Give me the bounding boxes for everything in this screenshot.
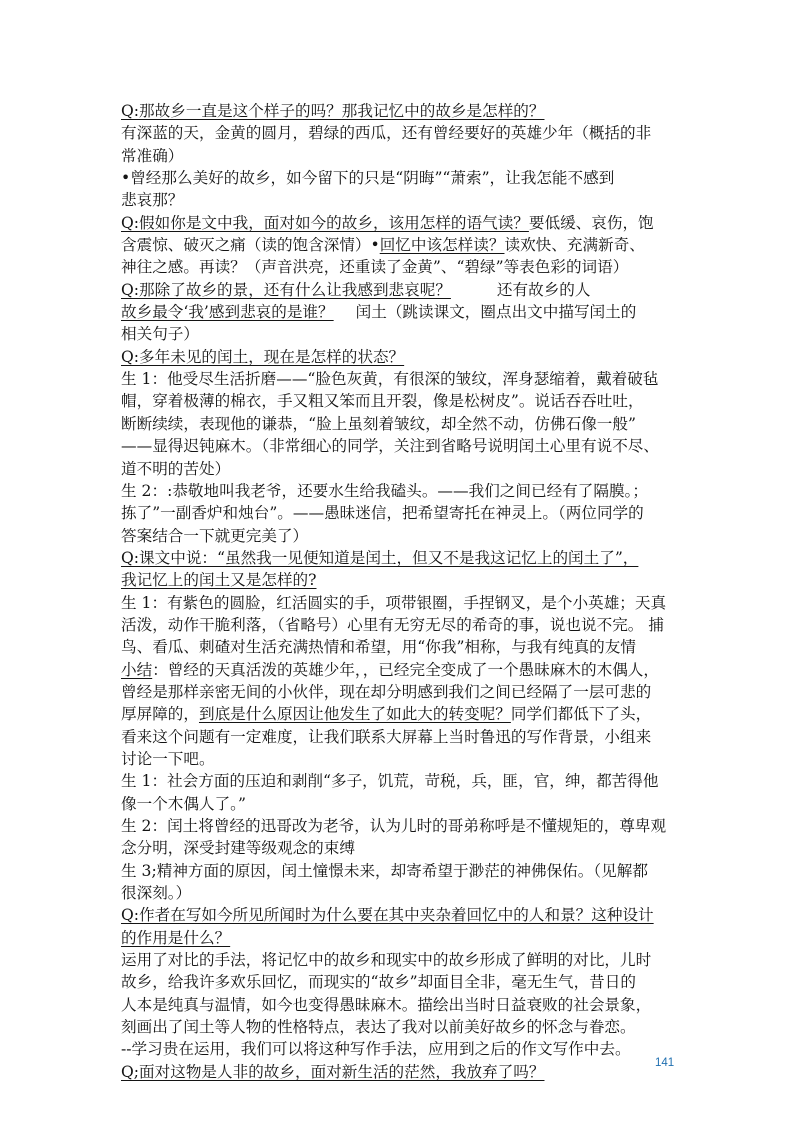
answer-text: 闰土（跳读课文，圈点出文中描写闰土的 — [355, 303, 637, 322]
text-line — [121, 569, 687, 591]
text-line: --学习贵在运用，我们可以将这种写作手法，应用到之后的作文写作中去。 — [121, 1040, 631, 1059]
text-line — [121, 1061, 687, 1083]
question-text: Q:假如你是文中我，面对如今的故乡，该用怎样的语气读？ — [121, 213, 529, 232]
text-line — [121, 927, 687, 949]
text-line: 刻画出了闰土等人物的性格特点，表达了我对以前美好故乡的怀念与眷恋。 — [121, 1018, 636, 1037]
text-line: 曾经是那样亲密无间的小伙伴，现在却分明感到我们之间已经隔了一层可悲的 — [121, 682, 652, 701]
text-line: 拣了”一副香炉和烛台”。——愚昧迷信，把希望寄托在神灵上。（两位同学的 — [121, 504, 644, 523]
text-line: 生 1：他受尽生活折磨——“脸色灰黄，有很深的皱纹，浑身瑟缩着，戴着破毡 — [121, 370, 659, 389]
question-text: Q:作者在写如今所见所闻时为什么要在其中夹杂着回忆中的人和景？这种设计 — [121, 906, 654, 925]
body-text — [121, 100, 687, 1083]
text-line: 生 3;精神方面的原因，闰土憧憬未来，却寄希望于渺茫的神佛保佑。（见解都 — [121, 861, 648, 880]
question-text: Q:那除了故乡的景，还有什么让我感到悲哀呢？ — [121, 280, 451, 299]
text-line: 悲哀那？ — [121, 191, 184, 210]
text-line — [121, 346, 687, 368]
text-line — [121, 279, 687, 301]
question-text: 回忆中该怎样读？ — [379, 236, 505, 255]
text-line — [121, 659, 687, 681]
text-line: 念分明，深受封建等级观念的束缚 — [121, 839, 355, 858]
answer-text: 厚屏障的， — [121, 705, 199, 724]
text-line: 答案结合一下就更完美了） — [121, 526, 309, 545]
text-line: 讨论一下吧。 — [121, 749, 215, 768]
question-text: 故乡最令‘我’感到悲哀的是谁？ — [121, 303, 334, 322]
text-line: 运用了对比的手法，将记忆中的故乡和现实中的故乡形成了鲜明的对比，儿时 — [121, 951, 652, 970]
text-line: 看来这个问题有一定难度，让我们联系大屏幕上当时鲁迅的写作背景，小组来 — [121, 727, 652, 746]
question-text: Q:课文中说：“虽然我一见便知道是闰土，但又不是我这记忆上的闰土了”， — [121, 548, 639, 567]
text-line: 很深刻。） — [121, 884, 192, 903]
text-line: 神往之感。再读？（声音洪亮，还重读了金黄”、“碧绿”等表色彩的词语） — [121, 258, 629, 277]
text-line: 生 2：闰土将曾经的迅哥改为老爷，认为儿时的哥弟称呼是不懂规矩的，尊卑观 — [121, 817, 667, 835]
text-line — [121, 301, 687, 323]
text-line — [121, 234, 687, 256]
text-line: 鸟、看瓜、刺碴对生活充满热情和希望，用“你我”相称，与我有纯真的友情 — [121, 638, 636, 657]
text-line: 生 1：有紫色的圆脸，红活圆实的手，项带银圈，手捏钢叉，是个小英雄；天真 — [121, 593, 667, 612]
answer-text: ：曾经的天真活泼的英雄少年，，已经完全变成了一个愚昧麻木的木偶人， — [152, 660, 659, 679]
question-text: Q:多年未见的闰土，现在是怎样的状态？ — [121, 347, 405, 366]
answer-text: 同学们都低下了头， — [510, 705, 652, 724]
text-line: 常准确） — [121, 146, 184, 165]
text-line: 道不明的苦处） — [121, 459, 231, 478]
text-line: 人本是纯真与温情，如今也变得愚昧麻木。描绘出当时日益衰败的社会景象， — [121, 995, 652, 1014]
question-text: 到底是什么原因让他发生了如此大的转变呢？ — [198, 705, 511, 724]
answer-text: 还有故乡的人 — [496, 280, 591, 299]
text-line: ——显得迟钝麻木。（非常细心的同学，关注到省略号说明闰土心里有说不尽、 — [121, 437, 659, 456]
text-line — [121, 703, 687, 725]
question-text: Q:那故乡一直是这个样子的吗？那我记忆中的故乡是怎样的？ — [121, 102, 545, 120]
text-line: 生 1：社会方面的压迫和剥削“多子，饥荒，苛税，兵，匪，官，绅，都苦得他 — [121, 772, 659, 791]
text-line: 故乡，给我许多欢乐回忆，而现实的“故乡”却面目全非，毫无生气，昔日的 — [121, 973, 636, 992]
text-line — [121, 212, 687, 234]
text-line — [121, 100, 687, 122]
question-text: 的作用是什么？ — [121, 928, 231, 947]
answer-text: 含震惊、破灭之痛（读的饱含深情）• — [121, 236, 380, 255]
text-line — [121, 547, 687, 569]
page-number: 141 — [655, 1057, 675, 1069]
answer-text: 要低缓、哀伤，饱 — [528, 213, 654, 232]
text-line: 活泼，动作干脆利落，（省略号）心里有无穷无尽的希奇的事，说也说不完。 捕 — [121, 615, 664, 634]
text-line: 像一个木偶人了。” — [121, 794, 246, 813]
answer-text: 读欢快、充满新奇、 — [504, 236, 645, 255]
summary-label: 小结 — [121, 660, 153, 679]
text-line: 有深蓝的天，金黄的圆月，碧绿的西瓜，还有曾经要好的英雄少年（概括的非 — [121, 124, 652, 143]
text-line: 帽，穿着极薄的棉衣，手又粗又笨而且开裂，像是松树皮”。说话吞吞吐吐， — [121, 392, 644, 411]
text-line: 相关句子） — [121, 325, 199, 344]
text-line: 生 2：:恭敬地叫我老爷，还要水生给我磕头。——我们之间已经有了隔膜。； — [121, 481, 648, 500]
question-text: 我记忆上的闰土又是怎样的? — [121, 571, 317, 590]
text-line — [121, 904, 687, 926]
text-line: •曾经那么美好的故乡，如今留下的只是“阴晦”“萧索”，让我怎能不感到 — [121, 169, 615, 188]
question-text: Q;面对这物是人非的故乡，面对新生活的茫然，我放弃了吗？ — [121, 1062, 545, 1081]
text-line: 断断续续，表现他的谦恭，“脸上虽刻着皱纹，却全然不动，仿佛石像一般” — [121, 414, 636, 433]
